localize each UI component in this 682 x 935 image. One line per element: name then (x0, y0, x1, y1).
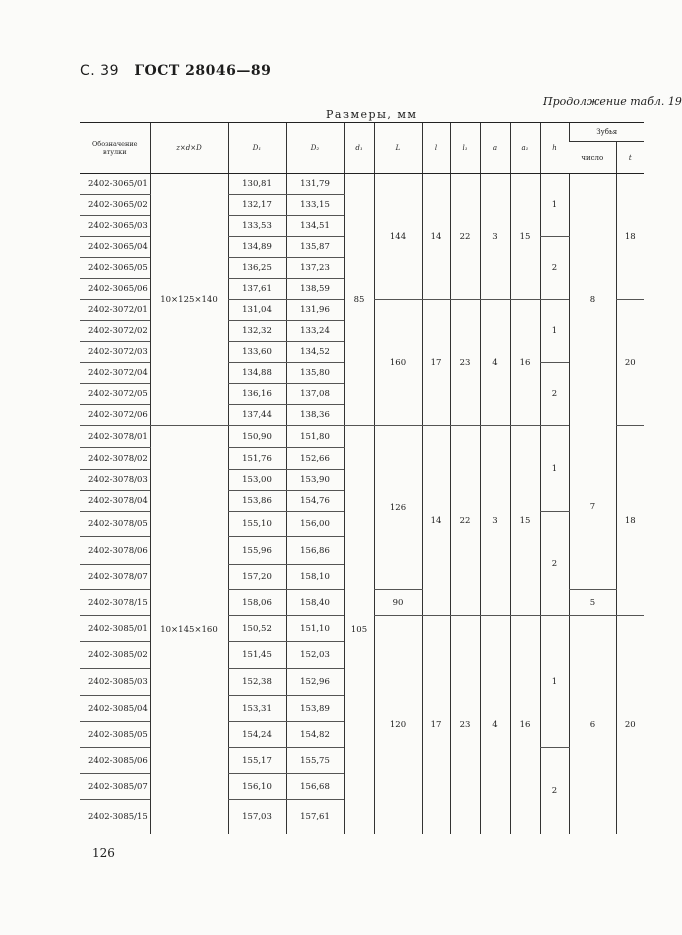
D1-value: 131,04 (228, 300, 286, 321)
a-value: 4 (480, 300, 510, 426)
h-value: 2 (540, 237, 569, 300)
D1-value: 157,03 (228, 800, 286, 834)
D2-value: 158,10 (286, 565, 344, 590)
D2-value: 151,10 (286, 616, 344, 642)
table-row-code: 2402-3085/04 (80, 696, 150, 722)
teeth-count-value: 7 (569, 426, 616, 590)
col-a1-header: a₁ (510, 123, 540, 174)
col-count-header: число (569, 142, 616, 174)
D1-value: 151,76 (228, 448, 286, 470)
l-value: 17 (422, 616, 450, 834)
D2-value: 135,80 (286, 363, 344, 384)
table-row-code: 2402-3078/03 (80, 470, 150, 491)
D2-value: 134,52 (286, 342, 344, 363)
D1-value: 133,53 (228, 216, 286, 237)
l-value: 14 (422, 174, 450, 300)
h-value: 1 (540, 300, 569, 363)
D1-value: 133,60 (228, 342, 286, 363)
l-value: 17 (422, 300, 450, 426)
L-value: 160 (374, 300, 422, 426)
table-row-code: 2402-3085/03 (80, 669, 150, 696)
l1-value: 22 (450, 174, 480, 300)
col-D1-header: D₁ (228, 123, 286, 174)
D1-value: 154,24 (228, 722, 286, 748)
d1-value: 85 (344, 174, 374, 426)
teeth-count-value: 5 (569, 590, 616, 616)
h-value: 2 (540, 748, 569, 834)
col-t-header: t (616, 142, 644, 174)
D2-value: 133,24 (286, 321, 344, 342)
D2-value: 131,79 (286, 174, 344, 195)
table-row-code: 2402-3085/02 (80, 642, 150, 669)
page-header (80, 63, 271, 79)
table-row-code: 2402-3085/15 (88, 811, 148, 822)
a-value: 3 (480, 426, 510, 616)
zdD-value: 10×125×140 (150, 174, 228, 426)
D1-value: 151,45 (228, 642, 286, 669)
standard-title: ГОСТ 28046—89 (134, 63, 272, 79)
table-row-code: 2402-3078/15 (80, 590, 150, 616)
a1-value: 16 (510, 616, 540, 834)
D1-value: 130,81 (228, 174, 286, 195)
h-value: 2 (540, 363, 569, 426)
t-value: 18 (616, 174, 644, 300)
D1-value: 157,20 (228, 565, 286, 590)
D2-value: 137,08 (286, 384, 344, 405)
D2-value: 157,61 (286, 800, 344, 834)
table-continuation: Продолжение табл. 19 (543, 95, 682, 108)
L-value: 126 (374, 426, 422, 590)
a-value: 3 (480, 174, 510, 300)
table-row-code: 2402-3078/05 (80, 512, 150, 537)
l1-value: 23 (450, 616, 480, 834)
table-row-code: 2402-3078/04 (80, 491, 150, 512)
D2-value: 153,89 (286, 696, 344, 722)
D1-value: 152,38 (228, 669, 286, 696)
D1-value: 136,16 (228, 384, 286, 405)
D2-value: 156,00 (286, 512, 344, 537)
table-row-code: 2402-3072/03 (80, 342, 150, 363)
table-row-code: 2402-3085/07 (80, 774, 150, 800)
table-row-code: 2402-3072/06 (80, 405, 150, 426)
table-row-code: 2402-3065/04 (80, 237, 150, 258)
D2-value: 151,80 (286, 426, 344, 448)
table-row-code: 2402-3072/02 (80, 321, 150, 342)
h-value: 2 (540, 512, 569, 616)
D2-value: 153,90 (286, 470, 344, 491)
D2-value: 154,82 (286, 722, 344, 748)
table-row-code: 2402-3085/01 (80, 616, 150, 642)
a-value: 4 (480, 616, 510, 834)
a1-value: 15 (510, 174, 540, 300)
table-row-code: 2402-3065/01 (80, 174, 150, 195)
D2-value: 156,86 (286, 537, 344, 565)
table-row-code: 2402-3078/02 (80, 448, 150, 470)
D2-value: 152,96 (286, 669, 344, 696)
table-row-code: 2402-3065/06 (80, 279, 150, 300)
D1-value: 134,88 (228, 363, 286, 384)
L-value: 90 (374, 590, 422, 616)
a1-value: 15 (510, 426, 540, 616)
D1-value: 153,31 (228, 696, 286, 722)
col-l1-header: l₁ (450, 123, 480, 174)
D2-value: 138,36 (286, 405, 344, 426)
L-value: 120 (374, 616, 422, 834)
table-row-code: 2402-3072/01 (80, 300, 150, 321)
D2-value: 152,03 (286, 642, 344, 669)
l1-value: 23 (450, 300, 480, 426)
table-row-code: 2402-3065/03 (80, 216, 150, 237)
teeth-count-value: 6 (569, 616, 616, 834)
D2-value: 134,51 (286, 216, 344, 237)
D1-value: 136,25 (228, 258, 286, 279)
D1-value: 155,96 (228, 537, 286, 565)
h-value: 1 (540, 426, 569, 512)
col-d1-header: d₁ (344, 123, 374, 174)
D1-value: 158,06 (228, 590, 286, 616)
l1-value: 22 (450, 426, 480, 616)
col-teeth-header: Зубья (569, 123, 644, 142)
D2-value: 156,68 (286, 774, 344, 800)
D2-value: 155,75 (286, 748, 344, 774)
D2-value: 137,23 (286, 258, 344, 279)
D1-value: 132,32 (228, 321, 286, 342)
h-value: 1 (540, 174, 569, 237)
table-row-code: 2402-3078/06 (80, 537, 150, 565)
page-number: 126 (92, 846, 115, 860)
D2-value: 158,40 (286, 590, 344, 616)
col-L-header: L (374, 123, 422, 174)
d1-value: 105 (344, 426, 374, 834)
col-a-header: a (480, 123, 510, 174)
t-value: 20 (616, 616, 644, 834)
dimensions-caption: Размеры, мм (326, 108, 418, 121)
D1-value: 150,52 (228, 616, 286, 642)
D2-value: 138,59 (286, 279, 344, 300)
h-value: 1 (540, 616, 569, 748)
col-h-header: h (540, 123, 569, 174)
table-row-code: 2402-3072/04 (80, 363, 150, 384)
D2-value: 135,87 (286, 237, 344, 258)
zdD-value: 10×145×160 (150, 426, 228, 834)
table-row-code: 2402-3085/06 (80, 748, 150, 774)
D1-value: 137,44 (228, 405, 286, 426)
table-row-code: 2402-3078/01 (80, 426, 150, 448)
table-row-code: 2402-3085/05 (80, 722, 150, 748)
page-label: С. 39 (80, 63, 119, 79)
teeth-count-value: 8 (569, 174, 616, 426)
D1-value: 153,00 (228, 470, 286, 491)
dimensions-table (80, 122, 644, 834)
D1-value: 155,10 (228, 512, 286, 537)
D2-value: 133,15 (286, 195, 344, 216)
D1-value: 153,86 (228, 491, 286, 512)
col-D2-header: D₂ (286, 123, 344, 174)
L-value: 144 (374, 174, 422, 300)
l-value: 14 (422, 426, 450, 616)
D2-value: 131,96 (286, 300, 344, 321)
col-l-header: l (422, 123, 450, 174)
table-row-code: 2402-3065/02 (80, 195, 150, 216)
D1-value: 137,61 (228, 279, 286, 300)
D1-value: 150,90 (228, 426, 286, 448)
t-value: 18 (616, 426, 644, 616)
D1-value: 132,17 (228, 195, 286, 216)
table-row-code: 2402-3065/05 (80, 258, 150, 279)
D2-value: 154,76 (286, 491, 344, 512)
D1-value: 156,10 (228, 774, 286, 800)
t-value: 20 (616, 300, 644, 426)
D1-value: 155,17 (228, 748, 286, 774)
D2-value: 152,66 (286, 448, 344, 470)
D1-value: 134,89 (228, 237, 286, 258)
a1-value: 16 (510, 300, 540, 426)
table-row-code: 2402-3078/07 (80, 565, 150, 590)
col-zdD-header: z×d×D (150, 123, 228, 174)
table-row-code: 2402-3072/05 (80, 384, 150, 405)
col-code-header: Обозначение втулки (80, 123, 150, 174)
